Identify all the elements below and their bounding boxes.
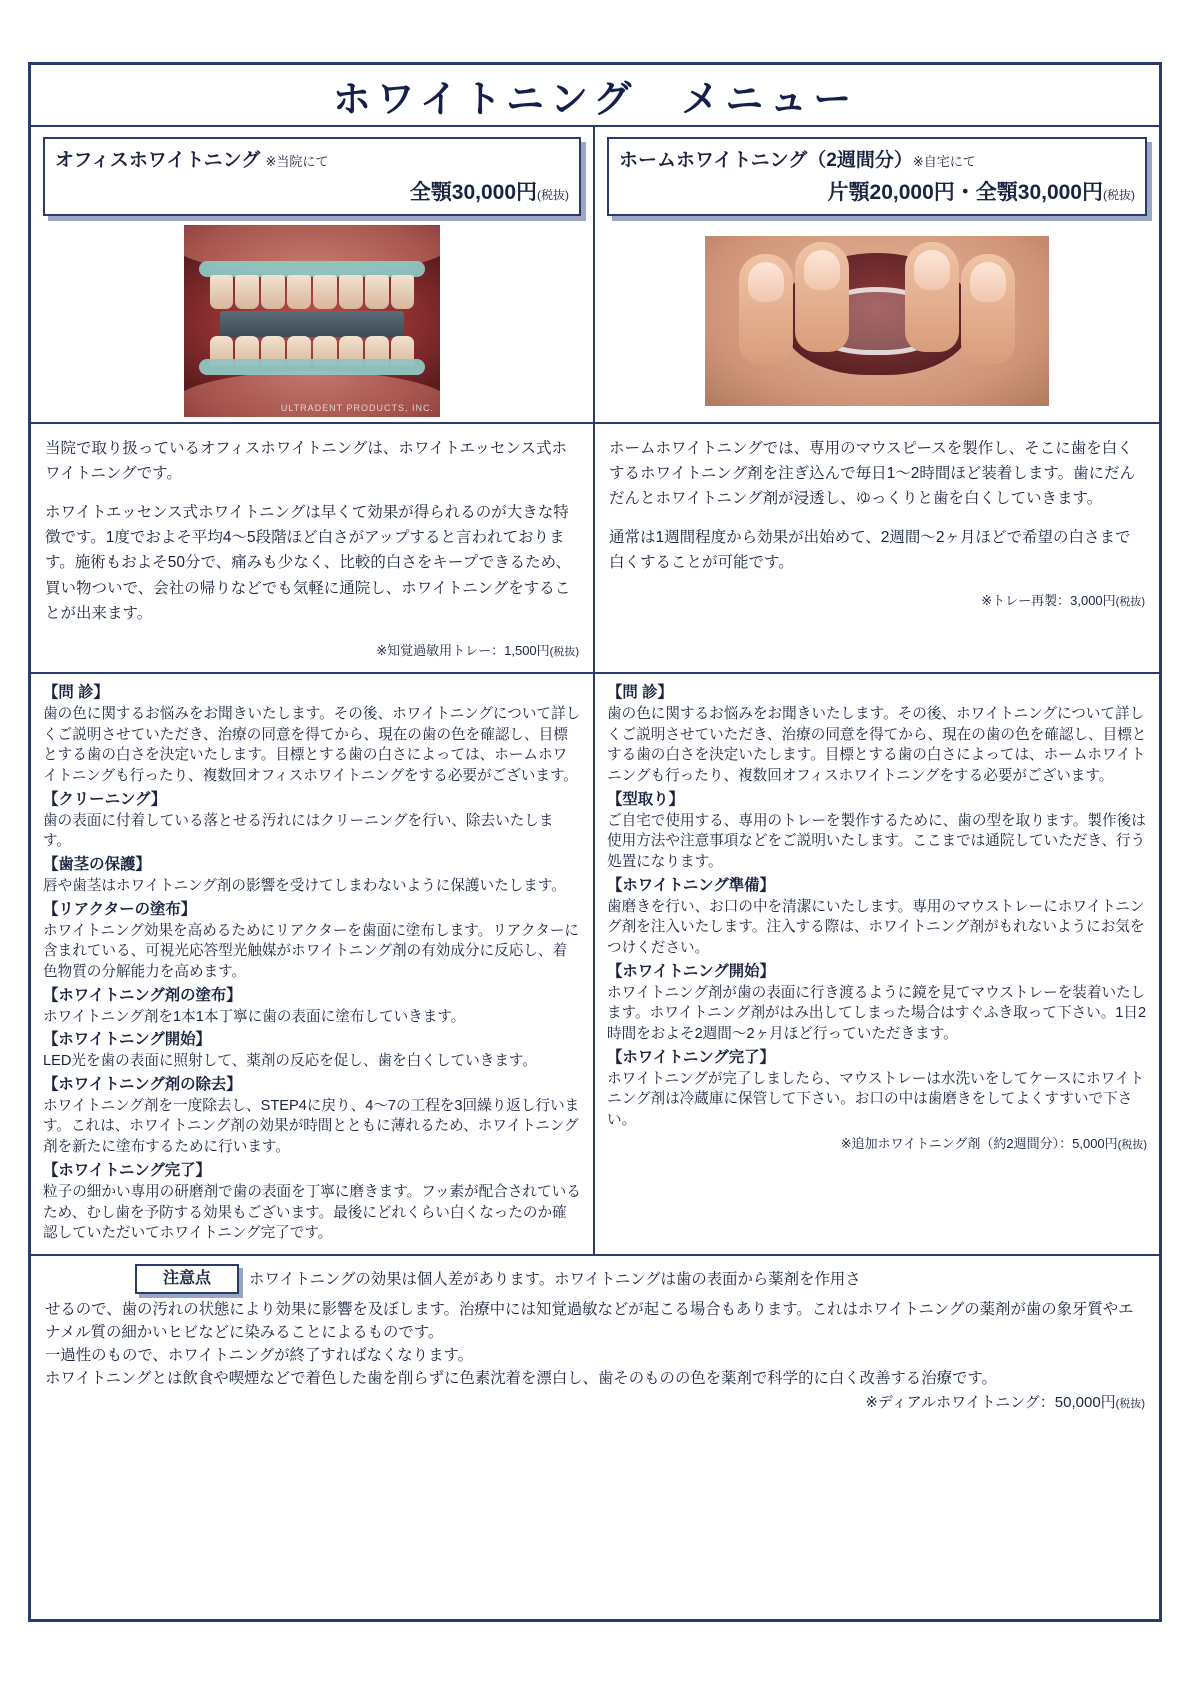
photo-upper-teeth	[210, 275, 415, 309]
office-whitening-photo	[184, 225, 440, 417]
home-price	[619, 176, 1135, 206]
office-step-head-7: 【ホワイトニング剤の除去】	[43, 1075, 242, 1093]
photo-gum-guard-lower	[199, 359, 424, 375]
home-header-title-text: ホームホワイトニング（2週間分）	[619, 150, 913, 171]
office-step-head-4: 【リアクターの塗布】	[43, 900, 197, 918]
tooth	[210, 275, 234, 309]
office-step-head-8: 【ホワイトニング完了】	[43, 1161, 211, 1179]
office-step-body-4: ホワイトニング効果を高めるためにリアクターを歯面に塗布します。リアクターに含まれている、可視光応答型光触媒がホワイトニング剤の有効成分に反応し、着色物質の分解能力を高めます。	[43, 922, 580, 980]
caution-price	[45, 1392, 1145, 1415]
photo-finger	[961, 254, 1015, 364]
office-step-body-5: ホワイトニング剤を1本1本丁寧に歯の表面に塗布していきます。	[43, 1008, 466, 1025]
office-step-head-2: 【クリーニング】	[43, 790, 167, 808]
home-step-head-3: 【ホワイトニング準備】	[607, 876, 775, 894]
office-description-p2: ホワイトエッセンス式ホワイトニングは早くて効果が得られるのが大きな特徴です。1度でおよそ平均4～5段階ほど白さがアップすると言われております。施術もおよそ50分で、痛みも少なく、比較的白さをキープできるため、買い物ついで、会社の帰りなどでも気軽に通院し、ホワイトニングをすることが出来ます。	[45, 504, 571, 622]
office-description-p1: 当院で取り扱っているオフィスホワイトニングは、ホワイトエッセンス式ホワイトニングです。	[45, 440, 568, 483]
caution-first-line: ホワイトニングの効果は個人差があります。ホワイトニングは歯の表面から薬剤を作用さ	[249, 1271, 861, 1288]
office-header-title-text: オフィスホワイトニング	[55, 150, 261, 171]
office-step-head-3: 【歯茎の保護】	[43, 856, 151, 874]
home-description-note	[609, 590, 1145, 612]
photo-finger	[795, 242, 849, 352]
column-home-whitening	[595, 127, 1159, 1254]
caution-body-3: ホワイトニングとは飲食や喫煙などで着色した歯を削らずに色素沈着を漂白し、歯そのものの色を薬剤で科学的に白く改善する治療です。	[45, 1370, 997, 1388]
office-price-text: 全顎30,000円	[409, 181, 537, 204]
home-description-p2: 通常は1週間程度から効果が出始めて、2週間～2ヶ月ほどで希望の白さまで白くすることが可能です。	[609, 529, 1131, 572]
home-step-body-2: ご自宅で使用する、専用のトレーを製作するために、歯の型を取ります。製作後は使用方法や注意事項などをご説明いたします。ここまでは通院していただき、行う処置になります。	[607, 812, 1146, 871]
office-header-note: ※当院にて	[265, 154, 329, 169]
tooth	[391, 275, 415, 309]
caution-section	[31, 1254, 1159, 1425]
home-step-body-3: 歯磨きを行い、お口の中を清潔にいたします。専用のマウストレーにホワイトニング剤を注入いたします。注入する際は、ホワイトニング剤がもれないようにお気をつけください。	[607, 898, 1145, 957]
tooth	[261, 275, 285, 309]
office-step-body-1: 歯の色に関するお悩みをお聞きいたします。その後、ホワイトニングについて詳しくご説明させていただき、治療の同意を得てから、現在の歯の色を確認し、目標とする歯の白さを決定いたします。目標とする歯の白さによっては、ホームホワイトニングも行ったり、複数回オフィスホワイトニングをする必要がございます。	[43, 705, 581, 785]
office-step-body-7: ホワイトニング剤を一度除去し、STEP4に戻り、4～7の工程を3回繰り返し行います。これは、ホワイトニング剤の効果が時間とともに薄れるため、ホワイトニング剤を新たに塗布するために行います。	[43, 1097, 580, 1156]
tooth	[313, 275, 337, 309]
document-page	[28, 62, 1162, 1622]
photo-fingernail	[804, 250, 840, 290]
home-steps-note-text: ※追加ホワイトニング剤（約2週間分）：5,000円	[840, 1135, 1118, 1151]
caution-price-tax: (税抜)	[1115, 1398, 1145, 1411]
home-step-body-1: 歯の色に関するお悩みをお聞きいたします。その後、ホワイトニングについて詳しくご説明させていただき、治療の同意を得てから、現在の歯の色を確認し、目標とする歯の白さを決定いたします。目標とする歯の白さによっては、ホームホワイトニングも行ったり、複数回オフィスホワイトニングをする必要がございます。	[607, 705, 1147, 785]
office-description-note	[45, 640, 579, 662]
caution-heading: 注意点	[135, 1264, 239, 1294]
office-step-body-2: 歯の表面に付着している落とせる汚れにはクリーニングを行い、除去いたします。	[43, 812, 554, 850]
caution-body: せるので、歯の汚れの状態により効果に影響を及ぼします。治療中には知覚過敏などが起こる場合もあります。これはホワイトニングの薬剤が歯の象牙質やエナメル質の細かいヒビなどに染みることによるものです。	[45, 1300, 1134, 1342]
two-column-wrapper	[31, 127, 1159, 1254]
home-step-body-5: ホワイトニングが完了しましたら、マウストレーは水洗いをしてケースにホワイトニング剤は冷蔵庫に保管して下さい。お口の中は歯磨きをしてよくすすいで下さい。	[607, 1070, 1145, 1129]
office-step-head-6: 【ホワイトニング開始】	[43, 1031, 211, 1049]
office-step-body-3: 唇や歯茎はホワイトニング剤の影響を受けてしまわないように保護いたします。	[43, 877, 566, 894]
tooth	[287, 275, 311, 309]
caution-body-2: 一過性のもので、ホワイトニングが終了すればなくなります。	[45, 1347, 474, 1365]
home-header-title	[619, 145, 1135, 172]
office-header-title	[55, 145, 569, 172]
office-description-note-text: ※知覚過敏用トレー：1,500円	[376, 642, 550, 658]
office-step-head-1: 【問 診】	[43, 684, 109, 701]
office-steps	[31, 672, 593, 1254]
home-step-head-5: 【ホワイトニング完了】	[607, 1048, 775, 1066]
home-description-p1: ホームホワイトニングでは、専用のマウスピースを製作し、そこに歯を白くするホワイトニング剤を注ぎ込んで毎日1～2時間ほど装着します。歯にだんだんとホワイトニング剤が浸透し、ゆっくりと歯を白くしていきます。	[609, 440, 1136, 508]
home-header-wrap	[595, 127, 1159, 222]
photo-fingernail	[748, 262, 784, 302]
tooth	[339, 275, 363, 309]
home-step-head-2: 【型取り】	[607, 790, 684, 808]
tooth	[235, 275, 259, 309]
photo-fingernail	[970, 262, 1006, 302]
home-header-box	[607, 137, 1147, 216]
office-description	[31, 422, 593, 672]
photo-fingernail	[914, 250, 950, 290]
home-price-text: 片顎20,000円・全顎30,000円	[827, 181, 1103, 204]
column-office-whitening	[31, 127, 595, 1254]
home-step-body-4: ホワイトニング剤が歯の表面に行き渡るように鏡を見てマウストレーを装着いたします。ホワイトニング剤がはみ出してしまった場合はすぐふき取って下さい。1日2時間をおよそ2週間～2ヶ月ほど行っていただきます。	[607, 984, 1147, 1043]
photo-cheek-retractor	[220, 311, 404, 337]
home-photo-area	[595, 222, 1159, 422]
office-description-note-tax: (税抜)	[549, 645, 579, 658]
home-description	[595, 422, 1159, 672]
office-header-wrap	[31, 127, 593, 222]
home-steps	[595, 672, 1159, 1161]
home-description-note-tax: (税抜)	[1115, 595, 1145, 608]
page-title: ホワイトニング メニュー	[332, 78, 858, 121]
home-step-head-1: 【問 診】	[607, 684, 673, 701]
home-description-note-text: ※トレー再製：3,000円	[981, 592, 1116, 608]
office-price	[55, 176, 569, 206]
office-step-head-5: 【ホワイトニング剤の塗布】	[43, 986, 242, 1004]
office-step-body-6: LED光を歯の表面に照射して、薬剤の反応を促し、歯を白くしていきます。	[43, 1053, 537, 1070]
home-whitening-photo	[705, 236, 1049, 406]
home-header-note: ※自宅にて	[912, 154, 976, 169]
caution-price-text: ※ディアルホワイトニング：50,000円	[865, 1394, 1116, 1412]
office-price-tax: (税抜)	[537, 188, 569, 202]
document-title-bar	[31, 65, 1159, 127]
photo-finger	[739, 254, 793, 364]
office-photo-area	[31, 222, 593, 422]
office-header-box	[43, 137, 581, 216]
home-steps-note-tax: (税抜)	[1117, 1138, 1147, 1151]
office-step-body-8: 粒子の細かい専用の研磨剤で歯の表面を丁寧に磨きます。フッ素が配合されているため、むし歯を予防する効果もございます。最後にどれくらい白くなったのか確認していただいてホワイトニング完了です。	[43, 1183, 581, 1242]
home-steps-note	[607, 1135, 1147, 1154]
home-price-tax: (税抜)	[1103, 188, 1135, 202]
tooth	[365, 275, 389, 309]
home-step-head-4: 【ホワイトニング開始】	[607, 962, 775, 980]
photo-brand-watermark: ULTRADENT PRODUCTS, INC.	[280, 403, 434, 413]
photo-finger	[905, 242, 959, 352]
